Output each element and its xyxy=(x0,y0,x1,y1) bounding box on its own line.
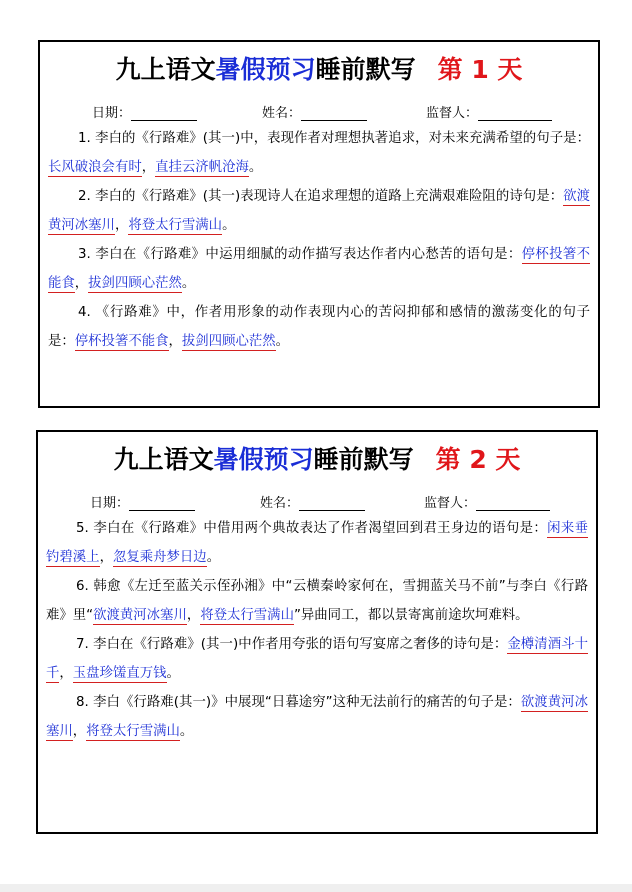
info-fields xyxy=(40,98,598,124)
question-item: 2. 李白的《行路难》(其一)表现诗人在追求理想的道路上充满艰难险阻的诗句是：欲渡黄河冰塞川，将登太行雪满山。 xyxy=(48,189,591,233)
answer-text: 玉盘珍馐直万钱 xyxy=(72,666,167,681)
title-highlight: 暑假预习 xyxy=(215,55,316,84)
title-activity: 睡前默写 xyxy=(313,445,414,474)
date-field[interactable]: 日期： xyxy=(90,492,195,511)
answer-text: 将登太行雪满山 xyxy=(128,218,223,233)
worksheet-day-1 xyxy=(38,40,600,408)
answer-text: 欲渡黄河冰塞川 xyxy=(93,608,187,623)
supervisor-field[interactable]: 监督人： xyxy=(426,102,552,121)
question-list xyxy=(38,514,596,746)
question-item: 8. 李白《行路难(其一)》中展现“日暮途穷”这种无法前行的痛苦的句子是：欲渡黄河冰塞川，将登太行雪满山。 xyxy=(46,695,588,739)
name-field[interactable]: 姓名： xyxy=(260,492,365,511)
question-item: 4. 《行路难》中，作者用形象的动作表现内心的苦闷抑郁和感情的激荡变化的句子是：停杯投箸不能食，拔剑四顾心茫然。 xyxy=(48,305,590,349)
answer-text: 欲渡黄河冰塞川 xyxy=(46,695,588,739)
title-day: 第 2 天 xyxy=(435,445,521,474)
bottom-bar xyxy=(0,884,632,892)
question-item: 3. 李白在《行路难》中运用细腻的动作描写表达作者内心愁苦的语句是：停杯投箸不能食，拔剑四顾心茫然。 xyxy=(48,247,591,291)
title-subject: 九上语文 xyxy=(115,55,216,84)
answer-text: 拔剑四顾心茫然 xyxy=(88,276,182,291)
answer-text: 长风破浪会有时 xyxy=(48,160,142,175)
answer-text: 将登太行雪满山 xyxy=(86,724,180,739)
answer-text: 闲来垂钓碧溪上 xyxy=(46,521,589,565)
title-subject: 九上语文 xyxy=(113,445,214,474)
question-item: 5. 李白在《行路难》中借用两个典故表达了作者渴望回到君王身边的语句是：闲来垂钓碧溪上，忽复乘舟梦日边。 xyxy=(46,521,589,565)
answer-text: 拔剑四顾心茫然 xyxy=(181,334,276,349)
question-item: 1. 李白的《行路难》(其一)中，表现作者对理想执著追求，对未来充满希望的句子是：长风破浪会有时，直挂云济帆沧海。 xyxy=(48,131,590,175)
name-field[interactable]: 姓名： xyxy=(262,102,367,121)
title-activity: 睡前默写 xyxy=(315,55,416,84)
question-item: 6. 韩愈《左迁至蓝关示侄孙湘》中“云横秦岭家何在，雪拥蓝关马不前”与李白《行路难》里“欲渡黄河冰塞川，将登太行雪满山”异曲同工，都以景寄寓前途坎坷难料。 xyxy=(46,579,588,623)
question-list xyxy=(40,124,598,356)
date-field[interactable]: 日期： xyxy=(92,102,197,121)
info-fields xyxy=(38,488,596,514)
worksheet-title xyxy=(40,50,598,90)
question-item: 7. 李白在《行路难》(其一)中作者用夸张的语句写宴席之奢侈的诗句是：金樽清酒斗十千，玉盘珍馐直万钱。 xyxy=(46,637,588,681)
answer-text: 忽复乘舟梦日边 xyxy=(112,550,207,565)
answer-text: 将登太行雪满山 xyxy=(200,608,294,623)
answer-text: 停杯投箸不能食 xyxy=(74,334,169,349)
title-highlight: 暑假预习 xyxy=(213,445,314,474)
worksheet-day-2 xyxy=(36,430,598,834)
answer-text: 直挂云济帆沧海 xyxy=(155,160,249,175)
answer-text: 停杯投箸不能食 xyxy=(48,247,591,291)
supervisor-field[interactable]: 监督人： xyxy=(424,492,550,511)
title-day: 第 1 天 xyxy=(437,55,523,84)
answer-text: 欲渡黄河冰塞川 xyxy=(48,189,591,233)
worksheet-title xyxy=(38,440,596,480)
answer-text: 金樽清酒斗十千 xyxy=(46,637,588,681)
